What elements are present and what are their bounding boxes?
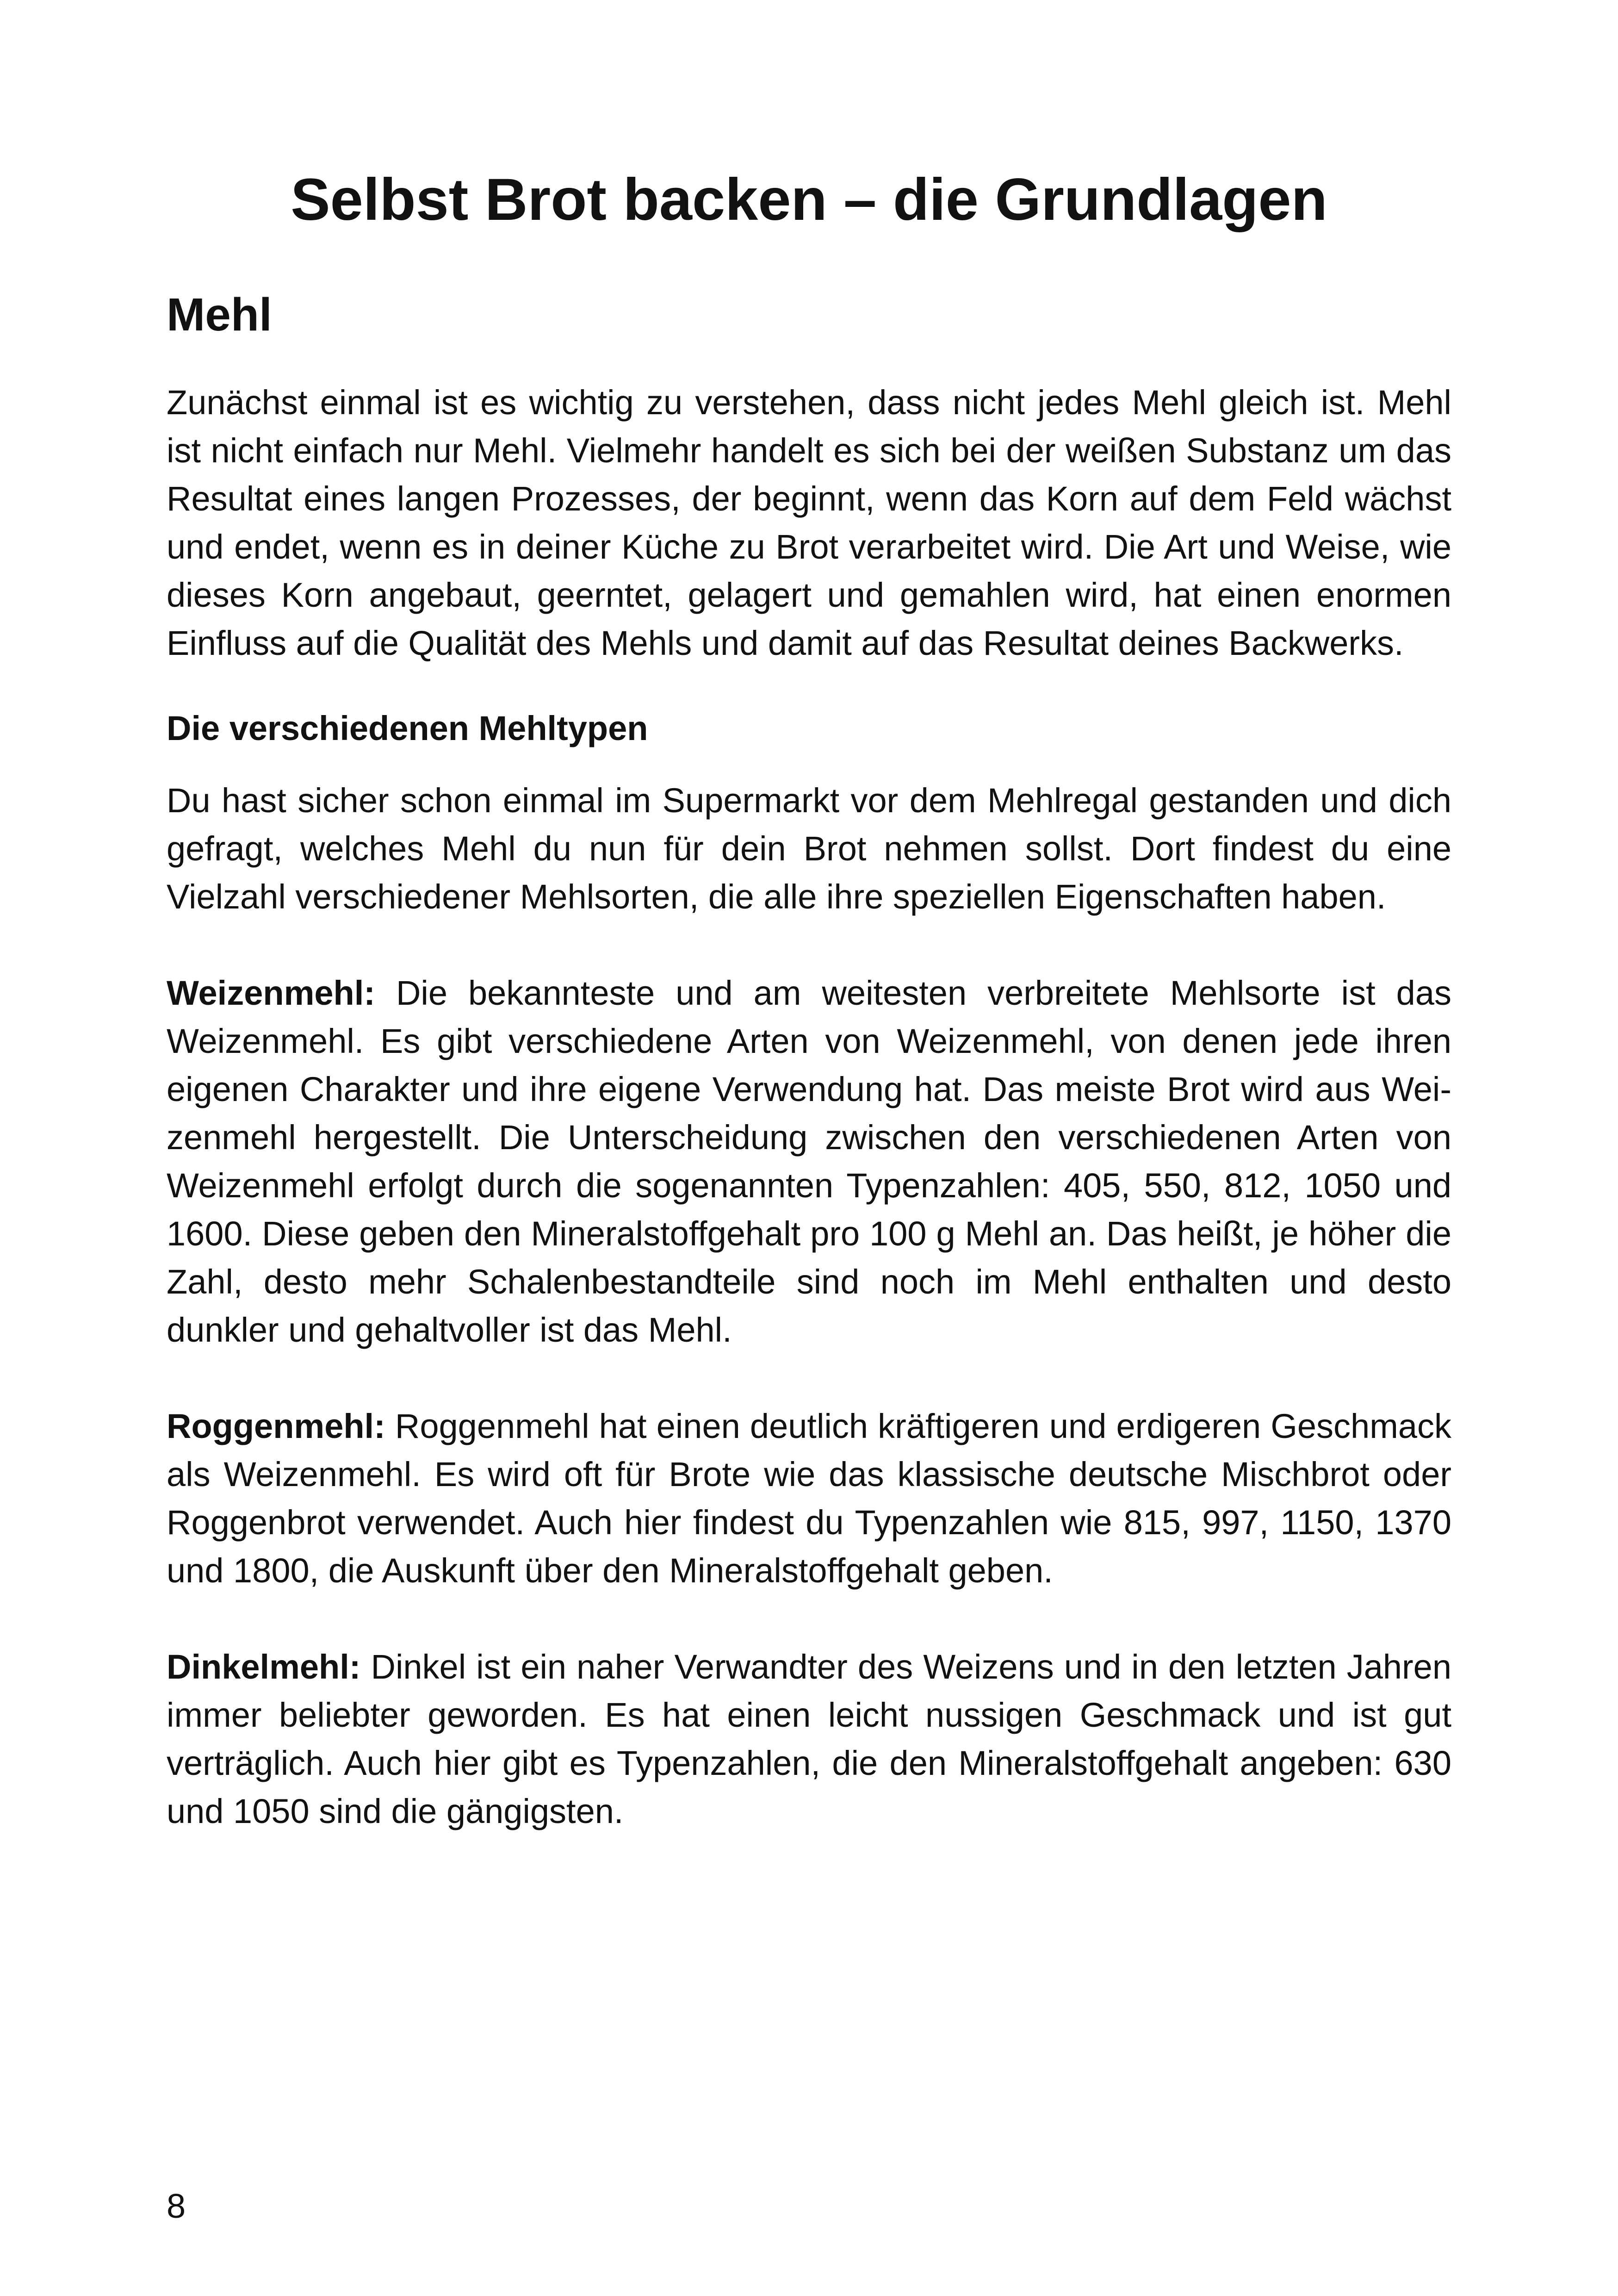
flour-type-paragraph-roggenmehl [167,1402,1451,1595]
flour-type-term: Weizenmehl: [167,974,375,1012]
page-title: Selbst Brot backen – die Grundlagen [291,167,1327,233]
flour-type-paragraph-dinkelmehl [167,1643,1451,1836]
subheading: Die verschiedenen Mehltypen [167,709,648,747]
flour-type-term: Dinkelmehl: [167,1648,361,1686]
page-number: 8 [167,2187,186,2225]
subheading-paragraph: Du hast sicher schon einmal im Supermarkt vor dem Mehlregal gestanden und dich gefragt, welches Mehl du nun für dein Brot nehmen sollst. Dort findest du eine Vielzahl verschiedener Mehlsorten, die alle ihre speziellen Eigenschaften haben. [167,781,1451,916]
flour-type-description: Roggenmehl hat einen deutlich kräftigeren und erdigeren Geschmack als Weizenmehl. Es wird oft für Brote wie das klassische deutsche Mischbrot oder Roggenbrot verwendet. Auch hier findest du Typenzahlen wie 815, 997, 1150, 1370 und 1800, die Auskunft über den Mineralstoffgehalt geben. [167,1407,1451,1590]
section-heading: Mehl [167,289,272,341]
flour-type-paragraph-weizenmehl [167,969,1451,1354]
flour-type-description: Dinkel ist ein naher Verwandter des Weizens und in den letzten Jahren immer beliebter geworden. Es hat einen leicht nussigen Geschmack und ist gut verträglich. Auch hier gibt es Typenzahlen, die den Mineralstoffgehalt angeben: 630 und 1050 sind die gängigsten. [167,1648,1451,1830]
flour-type-term: Roggenmehl: [167,1407,385,1445]
flour-type-description: Die bekannteste und am weitesten verbreitete Mehlsorte ist das Weizenmehl. Es gibt verschiedene Arten von Weizenmehl, von denen jede ihren eigenen Charakter und ihre eigene Verwendung hat. Das meiste Brot wird aus Weizenmehl hergestellt. Die Unterscheidung zwischen den verschiedenen Arten von Weizenmehl erfolgt durch die sogenannten Typenzahlen: 405, 550, 812, 1050 und 1600. Diese geben den Mineralstoffgehalt pro 100 g Mehl an. Das heißt, je höher die Zahl, desto mehr Schalenbestandteile sind noch im Mehl enthalten und desto dunkler und gehaltvoller ist das Mehl. [167,974,1451,1349]
page-content [167,287,1451,1836]
intro-paragraph: Zunächst einmal ist es wichtig zu verstehen, dass nicht jedes Mehl gleich ist. Mehl ist nicht einfach nur Mehl. Vielmehr handelt es sich bei der weißen Substanz um das Resultat eines langen Prozesses, der beginnt, wenn das Korn auf dem Feld wächst und endet, wenn es in deiner Küche zu Brot verarbeitet wird. Die Art und Weise, wie dieses Korn angebaut, geerntet, gelagert und gemahlen wird, hat einen enormen Einfluss auf die Qualität des Mehls und damit auf das Resultat deines Backwerks. [167,383,1451,662]
